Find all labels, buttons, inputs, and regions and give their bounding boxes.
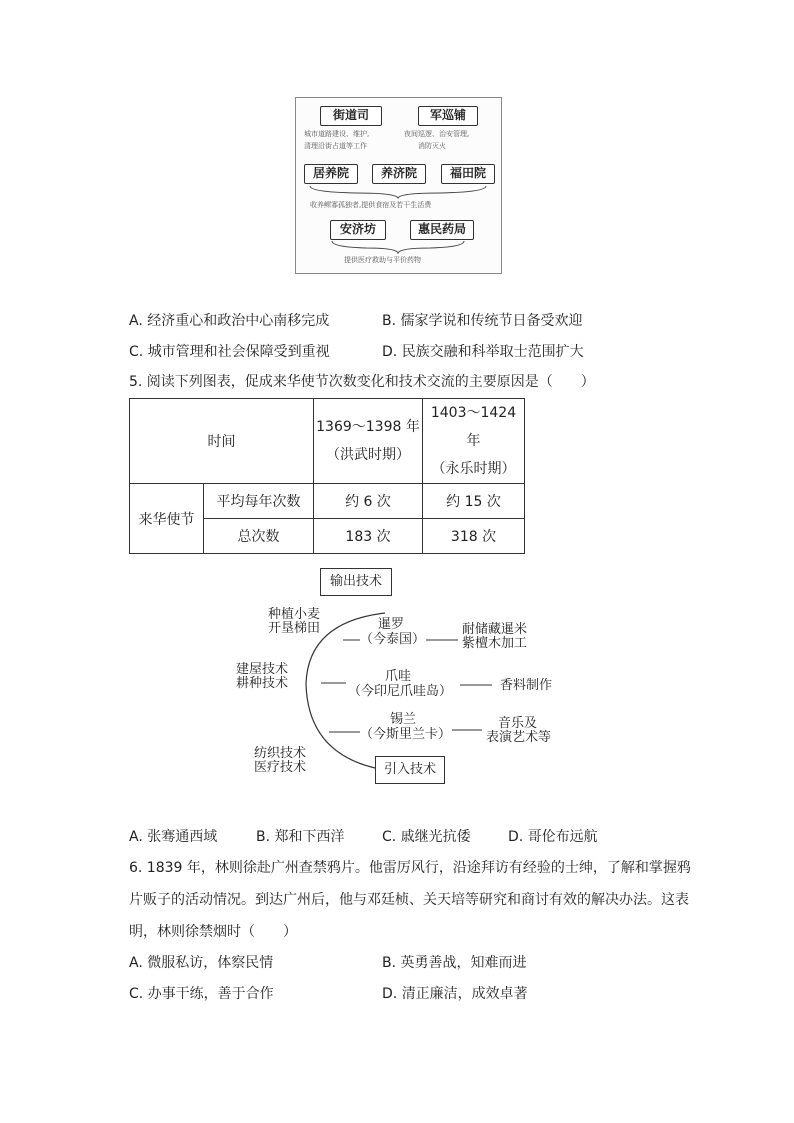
left-3-line-1: 纺织技术: [254, 746, 307, 761]
right-3-line-2: 表演艺术等: [486, 730, 552, 745]
option-text: 哥伦布远航: [527, 829, 598, 845]
option-text: 办事干练，善于合作: [147, 986, 274, 1002]
option-text: 张骞通西域: [147, 829, 218, 845]
q5-option-d[interactable]: [508, 827, 598, 847]
header-col2-years: 1403～1424 年: [430, 405, 517, 449]
q6-option-d[interactable]: [382, 984, 528, 1004]
option-letter: A.: [129, 829, 143, 845]
q5-option-b[interactable]: [256, 827, 345, 847]
row1-value-1: 约 6 次: [314, 484, 423, 519]
option-text: 经济重心和政治中心南移完成: [147, 313, 330, 329]
option-text: 儒家学说和传统节日备受欢迎: [400, 313, 583, 329]
option-letter: A.: [129, 955, 143, 971]
right-1-line-2: 紫檀木加工: [462, 636, 528, 651]
option-letter: C.: [129, 344, 144, 360]
country-1-modern: （今泰国）: [360, 632, 426, 647]
box-juyang: 居养院: [304, 164, 358, 184]
row2-label: 总次数: [204, 519, 314, 554]
option-letter: A.: [129, 313, 143, 329]
header-time: 时间: [130, 399, 314, 484]
left-3-line-2: 医疗技术: [254, 760, 307, 775]
option-text: 郑和下西洋: [274, 829, 345, 845]
header-col1-period: （洪武时期）: [326, 447, 410, 463]
note-row2: 收养鳏寡孤独者,提供食宿及若干生活费: [310, 201, 432, 209]
q6-stem: 6. 1839 年，林则徐赴广州查禁鸦片。他雷厉风行，沿途拜访有经验的士绅，了解和掌握鸦片贩子的活动情况。到达广州后，他与邓廷桢、关天培等研究和商讨有效的解决办法。这表明，林则徐禁烟时（ ）: [129, 860, 691, 940]
row1-value-2: 约 15 次: [423, 484, 525, 519]
option-letter: D.: [382, 986, 398, 1002]
brace-lines: [296, 98, 501, 273]
import-tech-box: 引入技术: [375, 756, 445, 784]
header-col1-years: 1369～1398 年: [316, 419, 420, 435]
left-2-line-1: 建屋技术: [236, 662, 289, 677]
right-2: 香料制作: [500, 678, 553, 693]
box-junxunpu: 军巡铺: [418, 106, 478, 126]
header-col2-period: （永乐时期）: [431, 461, 516, 477]
q4-option-d[interactable]: [382, 342, 584, 362]
option-letter: B.: [382, 955, 397, 971]
option-text: 清正廉洁，成效卓著: [401, 986, 528, 1002]
envoy-table: [129, 398, 525, 554]
row2-value-2: 318 次: [423, 519, 525, 554]
figure-song-institutions: [295, 97, 502, 274]
option-letter: B.: [382, 313, 397, 329]
figure-tech-exchange: [230, 566, 570, 786]
option-text: 微服私访，体察民情: [147, 955, 274, 971]
header-col2: [423, 399, 525, 484]
option-text: 城市管理和社会保障受到重视: [147, 344, 330, 360]
box-huimin: 惠民药局: [410, 220, 474, 240]
option-text: 戚继光抗倭: [400, 829, 471, 845]
q5-option-c[interactable]: [382, 827, 471, 847]
q5-stem: 5. 阅读下列图表，促成来华使节次数变化和技术交流的主要原因是（ ）: [129, 374, 595, 390]
q5-option-a[interactable]: [129, 827, 217, 847]
note-junxunpu-1: 夜间巡逻、治安管理,: [404, 130, 470, 138]
note-jiedaosi-1: 城市道路建设、维护,: [304, 130, 370, 138]
left-1-line-2: 开垦梯田: [268, 621, 321, 636]
header-col1: [314, 399, 423, 484]
left-1-line-1: 种植小麦: [268, 607, 321, 622]
country-2-name: 爪哇: [385, 669, 412, 684]
q4-option-b[interactable]: [382, 311, 583, 331]
box-futian: 福田院: [441, 164, 495, 184]
q6-option-a[interactable]: [129, 953, 273, 973]
note-jiedaosi-2: 清理沿街占道等工作: [304, 142, 367, 150]
q6-option-b[interactable]: [382, 953, 527, 973]
right-3-line-1: 音乐及: [498, 716, 538, 731]
country-2-modern: （今印尼爪哇岛）: [348, 684, 453, 699]
country-3-modern: （今斯里兰卡）: [360, 727, 452, 742]
country-1-name: 暹罗: [378, 617, 405, 632]
option-letter: D.: [508, 829, 524, 845]
q6-option-c[interactable]: [129, 984, 274, 1004]
option-letter: C.: [129, 986, 144, 1002]
row2-value-1: 183 次: [314, 519, 423, 554]
note-row3: 提供医疗救助与平价药物: [344, 256, 421, 264]
box-jiedaosi: 街道司: [320, 106, 382, 126]
export-tech-box: 输出技术: [320, 568, 392, 596]
option-letter: B.: [256, 829, 271, 845]
option-text: 民族交融和科举取士范围扩大: [401, 344, 584, 360]
option-letter: D.: [382, 344, 398, 360]
row-group-label: 来华使节: [130, 484, 204, 554]
note-junxunpu-2: 消防灭火: [418, 142, 446, 150]
q4-option-c[interactable]: [129, 342, 330, 362]
left-2-line-2: 耕种技术: [236, 676, 289, 691]
q4-option-a[interactable]: [129, 311, 329, 331]
country-3-name: 锡兰: [390, 712, 417, 727]
row1-label: 平均每年次数: [204, 484, 314, 519]
box-anji: 安济坊: [330, 220, 386, 240]
option-letter: C.: [382, 829, 397, 845]
right-1-line-1: 耐储藏暹米: [462, 622, 528, 637]
option-text: 英勇善战，知难而进: [400, 955, 527, 971]
box-yangji: 养济院: [372, 164, 426, 184]
